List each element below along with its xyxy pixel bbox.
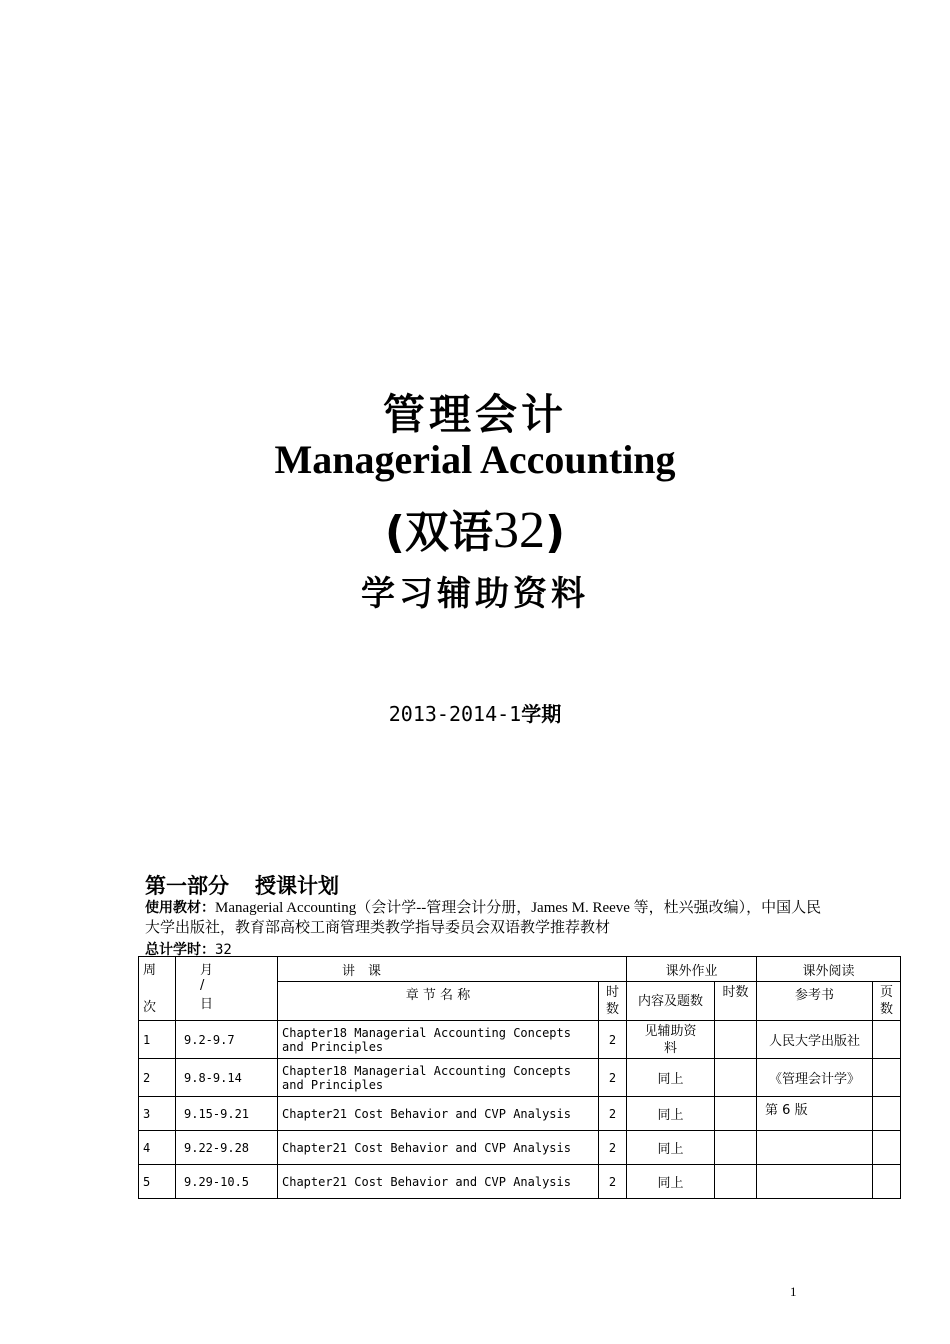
header-date	[176, 957, 278, 1021]
textbook-text: Managerial Accounting（会计学--管理会计分册，James M. Reeve 等，杜兴强改编），中国人民大学出版社，教育部高校工商管理类教学指导委员会双语教学推荐教材	[145, 900, 822, 936]
cell-homework: 同上	[627, 1131, 715, 1165]
cell-homework: 同上	[627, 1165, 715, 1199]
table-row	[139, 1021, 901, 1059]
cell-week: 2	[139, 1059, 176, 1097]
cell-hw-hours	[715, 1131, 757, 1165]
cell-hours: 2	[599, 1097, 627, 1131]
total-hours-label: 总计学时：	[145, 942, 215, 958]
header-week-top: 周	[143, 963, 157, 978]
cell-hours: 2	[599, 1021, 627, 1059]
cell-pages	[873, 1097, 901, 1131]
cell-week: 4	[139, 1131, 176, 1165]
cell-chapter: Chapter21 Cost Behavior and CVP Analysis	[278, 1165, 599, 1199]
cell-reference: 《管理会计学》	[757, 1059, 873, 1097]
cell-chapter: Chapter21 Cost Behavior and CVP Analysis	[278, 1097, 599, 1131]
term	[0, 698, 950, 727]
cell-hw-hours	[715, 1097, 757, 1131]
cell-date: 9.15-9.21	[176, 1097, 278, 1131]
textbook-info	[145, 898, 825, 938]
page-number: 1	[790, 1284, 797, 1299]
cell-hours: 2	[599, 1131, 627, 1165]
cell-hw-hours	[715, 1059, 757, 1097]
header-week-bottom: 次	[143, 1000, 157, 1015]
cell-pages	[873, 1165, 901, 1199]
title-english: Managerial Accounting	[274, 437, 676, 482]
term-year: 2013-2014-1	[388, 702, 522, 726]
bilingual-text: 双语	[405, 507, 493, 558]
header-date-top: 月	[200, 963, 214, 978]
cell-chapter: Chapter18 Managerial Accounting Concepts and Principles	[278, 1059, 599, 1097]
header-week	[139, 957, 176, 1021]
cell-hw-hours	[715, 1165, 757, 1199]
cell-hw-hours	[715, 1021, 757, 1059]
bilingual-close-paren: )	[545, 507, 566, 558]
table-row	[139, 1059, 901, 1097]
header-pages: 页数	[873, 982, 901, 1021]
header-date-mid: /	[200, 978, 205, 993]
cell-pages	[873, 1021, 901, 1059]
header-hw-content: 内容及题数	[627, 982, 715, 1021]
section-part: 第一部分	[145, 874, 229, 898]
table-row	[139, 1131, 901, 1165]
cell-chapter: Chapter21 Cost Behavior and CVP Analysis	[278, 1131, 599, 1165]
cell-chapter: Chapter18 Managerial Accounting Concepts and Principles	[278, 1021, 599, 1059]
header-hw-hours: 时数	[715, 982, 757, 1021]
header-homework: 课外作业	[627, 957, 757, 982]
table-row	[139, 1097, 901, 1131]
cell-homework: 同上	[627, 1097, 715, 1131]
cell-hours: 2	[599, 1165, 627, 1199]
header-hours: 时数	[599, 982, 627, 1021]
cell-pages	[873, 1131, 901, 1165]
teaching-plan-table	[138, 956, 901, 1199]
bilingual-hours: 32	[493, 502, 545, 559]
cell-week: 3	[139, 1097, 176, 1131]
header-reading: 课外阅读	[757, 957, 901, 982]
cell-reference: 人民大学出版社	[757, 1021, 873, 1059]
cell-reference: 第 6 版	[757, 1097, 873, 1131]
section-heading	[145, 870, 339, 900]
cell-homework: 同上	[627, 1059, 715, 1097]
cell-date: 9.29-10.5	[176, 1165, 278, 1199]
cell-date: 9.8-9.14	[176, 1059, 278, 1097]
header-chapter: 章 节 名 称	[278, 982, 599, 1021]
subtitle: 学习辅助资料	[361, 574, 589, 614]
cell-week: 1	[139, 1021, 176, 1059]
cell-homework: 见辅助资料	[627, 1021, 715, 1059]
header-row-1	[139, 957, 901, 982]
bilingual-label	[0, 496, 950, 560]
cell-reference	[757, 1165, 873, 1199]
cell-hours: 2	[599, 1059, 627, 1097]
header-lecture: 讲 课	[278, 957, 627, 982]
table-row	[139, 1165, 901, 1199]
bilingual-open-paren: (	[384, 507, 405, 558]
term-label: 学期	[521, 702, 562, 726]
cell-reference	[757, 1131, 873, 1165]
header-date-bottom: 日	[200, 997, 214, 1012]
cell-pages	[873, 1059, 901, 1097]
title-chinese: 管理会计	[382, 390, 567, 439]
total-hours-value: 32	[215, 942, 232, 958]
cell-date: 9.22-9.28	[176, 1131, 278, 1165]
cell-date: 9.2-9.7	[176, 1021, 278, 1059]
cell-week: 5	[139, 1165, 176, 1199]
section-title: 授课计划	[255, 874, 339, 898]
header-ref-book: 参考书	[757, 982, 873, 1021]
textbook-label: 使用教材：	[145, 900, 215, 916]
